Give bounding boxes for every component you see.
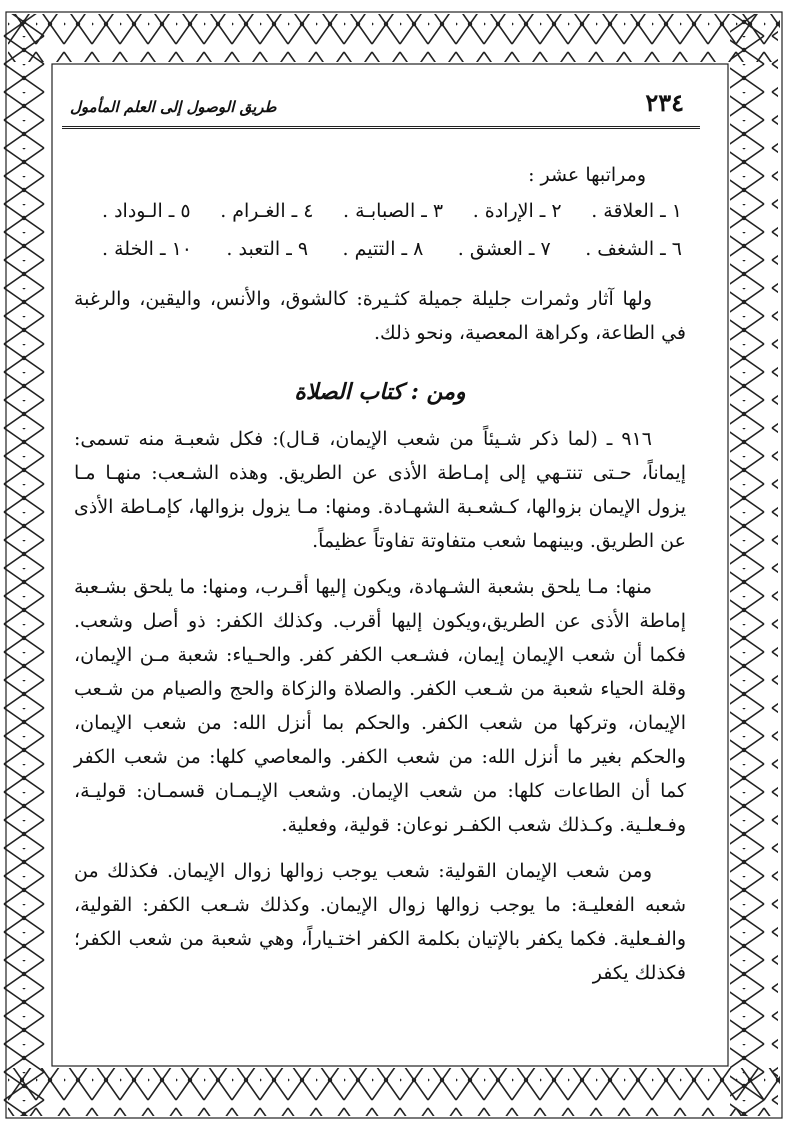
rank-item: ٣ ـ الصبابـة . — [343, 200, 444, 222]
rank-item: ٧ ـ العشق . — [457, 238, 551, 260]
rank-item: ١٠ ـ الخلة . — [102, 238, 192, 260]
rank-item: ٦ ـ الشغف . — [585, 238, 682, 260]
section-title: ومن : كتاب الصلاة — [294, 379, 466, 405]
ranks-row — [74, 230, 686, 268]
page-content — [74, 158, 686, 990]
running-title: طريق الوصول إلى العلم المأمول — [70, 98, 277, 116]
page-header — [62, 88, 700, 128]
body-paragraph: ٩١٦ ـ (لما ذكر شـيئاً من شعب الإيمان، قـال): فكل شعبـة منه تسمى: إيماناً، حـتى تنتـهي إلى إمـاطة الأذى عن الطريق. وهذه الشـعب: منهـا مـا يزول الإيمان بزوالها، كـشعـبة الشهـادة. ومنها: مـا يزول بزوالها، كإمـاطة الأذى عن الطريق. وبينهما شعب متفاوتة تفاوتاً عظيماً. — [74, 428, 686, 552]
rank-item: ١ ـ العلاقة . — [591, 200, 682, 222]
rank-item: ٤ ـ الغـرام . — [220, 200, 314, 222]
page-number: ٢٣٤ — [645, 88, 684, 117]
rank-item: ٢ ـ الإرادة . — [472, 200, 562, 222]
ranks-row — [74, 192, 686, 230]
body-paragraph: منها: مـا يلحق بشعبة الشـهادة، ويكون إليها أقـرب، ومنها: ما يلحق بشـعبة إماطة الأذى عن الطريق،ويكون إليها أقرب. وكذلك الكفر: ذو أصل وشعب. فكما أن شعب الإيمان إيمان، فشـعب الكفر كفر. والحـياء: شعبة مـن الإيمان، وقلة الحياء شعبة من شـعب الكفر. والصلاة والزكاة والحج والصيام من شـعب الإيمان، وتركها من شعب الكفر. والحكم بما أنزل الله: من شعب الإيمان، والحكم بغير ما أنزل الله: من شعب الكفر. والمعاصي كلها: من شعب الكفر كما أن الطاعات كلها: من شعب الإيمان. وشعب الإيـمـان قسمـان: قوليـة، وفـعلـية. وكـذلك شعب الكفـر نوعان: قولية، وفعلية. — [74, 576, 686, 836]
header-rule — [62, 126, 700, 129]
fruits-paragraph: ولها آثار وثمرات جليلة جميلة كثـيرة: كالشوق، والأنس، واليقين، والرغبة في الطاعة، وكراهة المعصية، ونحو ذلك. — [74, 288, 686, 344]
rank-item: ٨ ـ التتيم . — [342, 238, 424, 260]
rank-item: ٥ ـ الـوداد . — [102, 200, 191, 222]
body-paragraph: ومن شعب الإيمان القولية: شعب يوجب زوالها زوال الإيمان. فكذلك من شعبه الفعليـة: ما يوجب زوالها زوال الإيمان. وكذلك شـعب الكفر: القولية، والفـعلية. فكما يكفر بالإتيان بكلمة الكفر اختـياراً، وهي شعبة من شعب الكفر؛ فكذلك يكفر — [74, 860, 686, 984]
ranks-intro: ومراتبها عشر : — [528, 164, 646, 186]
rank-item: ٩ ـ التعبد . — [226, 238, 309, 260]
book-page — [62, 88, 700, 1048]
